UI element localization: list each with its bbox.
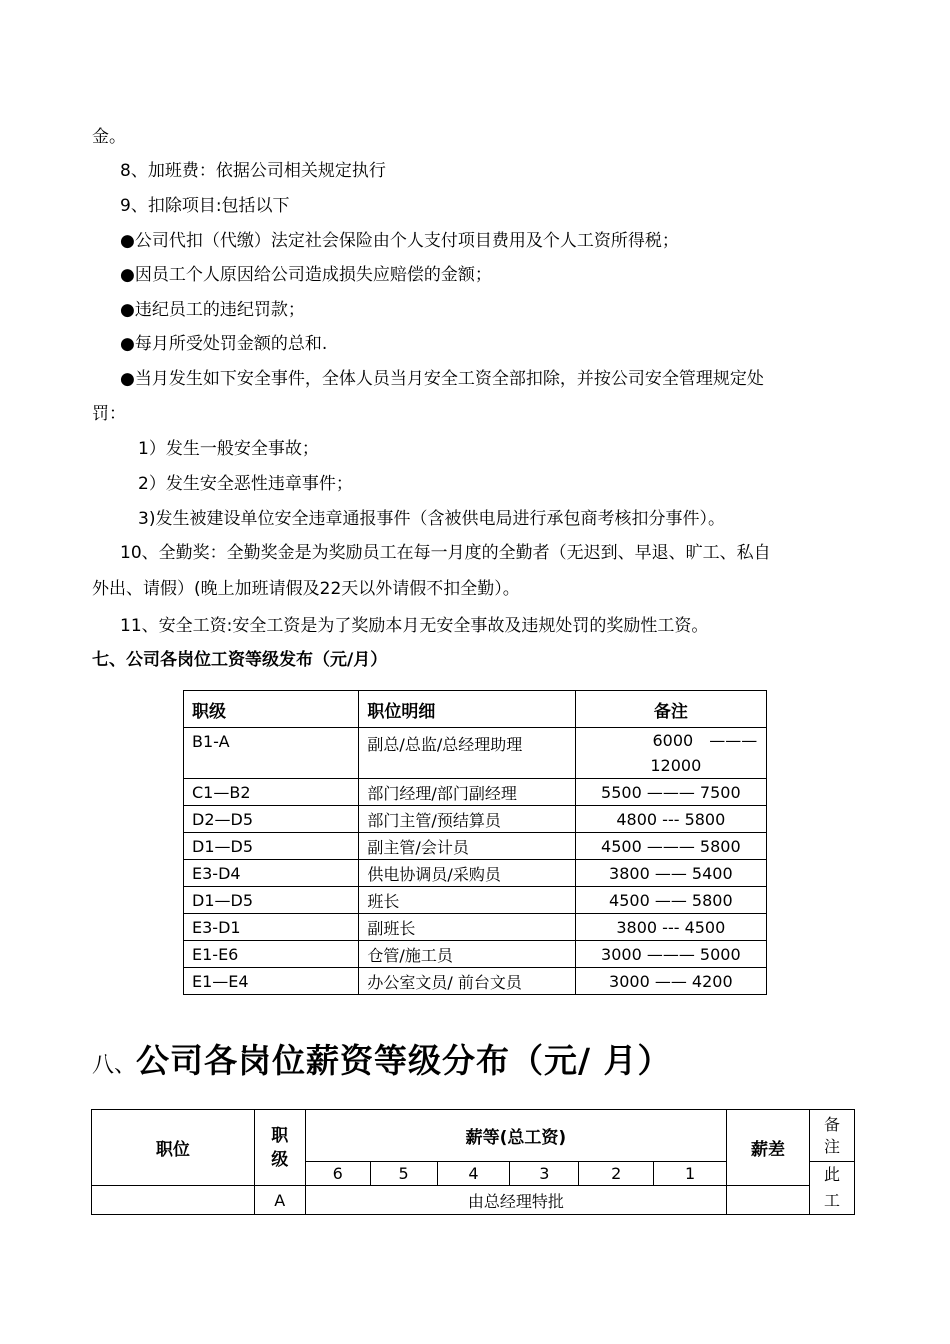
bullet-line: ●每月所受处罚金额的总和. xyxy=(120,334,328,354)
bullet-line: ●违纪员工的违纪罚款； xyxy=(120,300,305,320)
cell-position: 部门经理/部门副经理 xyxy=(359,779,575,806)
table-row xyxy=(92,1186,855,1215)
cell-range: 4500 —— 5800 xyxy=(575,887,766,914)
list-item: 3)发生被建设单位安全违章通报事件（含被供电局进行承包商考核扣分事件）。 xyxy=(138,509,725,529)
bullet-line: ●因员工个人原因给公司造成损失应赔偿的金额； xyxy=(120,265,492,285)
text-line: 金。 xyxy=(92,127,126,147)
header-diff: 薪差 xyxy=(727,1110,810,1186)
header-salary: 薪等(总工资) xyxy=(305,1110,726,1162)
cell-grade: E1-E6 xyxy=(184,941,359,968)
salary-level-table xyxy=(91,1109,855,1215)
cell-salary: 由总经理特批 xyxy=(305,1186,726,1215)
level-cell: 2 xyxy=(579,1162,654,1186)
table-row xyxy=(184,806,767,833)
level-cell: 1 xyxy=(654,1162,727,1186)
header-grade xyxy=(254,1110,305,1186)
note-char: 工 xyxy=(823,1191,840,1210)
range-end: 12000 xyxy=(650,756,702,775)
cell-range: 3000 —— 4200 xyxy=(575,968,766,995)
table-row xyxy=(184,860,767,887)
header-grade-char: 职 xyxy=(271,1125,289,1146)
bullet-line: ●公司代扣（代缴）法定社会保险由个人支付项目费用及个人工资所得税； xyxy=(120,231,679,251)
cell-range: 4800 --- 5800 xyxy=(575,806,766,833)
table-row xyxy=(184,887,767,914)
header-position: 职位明细 xyxy=(359,691,575,728)
cell-range: 3000 ——— 5000 xyxy=(575,941,766,968)
cell-grade: D1—D5 xyxy=(184,887,359,914)
header-note-char: 注 xyxy=(823,1136,840,1156)
cell-position: 副班长 xyxy=(359,914,575,941)
cell-grade: B1-A xyxy=(184,728,359,779)
header-grade-char: 级 xyxy=(271,1149,289,1170)
salary-grade-table xyxy=(183,690,767,995)
note-char: 此 xyxy=(823,1165,840,1184)
cell-position: 部门主管/预结算员 xyxy=(359,806,575,833)
cell-grade: E3-D1 xyxy=(184,914,359,941)
text-line: 罚： xyxy=(92,404,126,424)
table-row xyxy=(184,833,767,860)
bullet-line: ●当月发生如下安全事件，全体人员当月安全工资全部扣除，并按公司安全管理规定处 xyxy=(120,369,764,389)
section-8-number: 八、 xyxy=(92,1053,137,1078)
section-8-heading: 公司各岗位薪资等级分布（元/ 月） xyxy=(136,1041,672,1080)
text-line: 8、加班费：依据公司相关规定执行 xyxy=(120,161,386,181)
text-line: 外出、请假）(晚上加班请假及22天以外请假不扣全勤）。 xyxy=(92,579,520,599)
level-cell: 5 xyxy=(370,1162,437,1186)
table-header-row xyxy=(184,691,767,728)
cell-range: 3800 --- 4500 xyxy=(575,914,766,941)
cell-position: 仓管/施工员 xyxy=(359,941,575,968)
level-cell: 6 xyxy=(305,1162,370,1186)
cell-position: 副主管/会计员 xyxy=(359,833,575,860)
list-item: 1）发生一般安全事故； xyxy=(138,439,319,459)
note-cell xyxy=(809,1162,854,1215)
text-line: 9、扣除项目:包括以下 xyxy=(120,196,290,216)
cell-grade: C1—B2 xyxy=(184,779,359,806)
table-header-row xyxy=(92,1110,855,1162)
cell-position: 供电协调员/采购员 xyxy=(359,860,575,887)
cell-position xyxy=(92,1186,255,1215)
section-8-title xyxy=(92,1035,672,1082)
header-note: 备注 xyxy=(575,691,766,728)
text-line: 10、全勤奖：全勤奖金是为奖励员工在每一月度的全勤者（无迟到、早退、旷工、私自 xyxy=(120,543,771,563)
level-cell: 3 xyxy=(510,1162,579,1186)
section-7-title: 七、公司各岗位工资等级发布（元/月） xyxy=(92,650,388,670)
cell-diff xyxy=(727,1186,810,1215)
cell-position: 班长 xyxy=(359,887,575,914)
cell-range: 4500 ——— 5800 xyxy=(575,833,766,860)
cell-grade: D2—D5 xyxy=(184,806,359,833)
range-start: 6000 ——— xyxy=(652,731,758,750)
table-row xyxy=(184,941,767,968)
table-row xyxy=(184,968,767,995)
level-cell: 4 xyxy=(437,1162,510,1186)
header-note-char: 备 xyxy=(823,1114,840,1134)
cell-position: 办公室文员/ 前台文员 xyxy=(359,968,575,995)
cell-range xyxy=(575,728,766,779)
table-row xyxy=(184,914,767,941)
header-grade: 职级 xyxy=(184,691,359,728)
cell-grade: E1—E4 xyxy=(184,968,359,995)
table-row xyxy=(184,779,767,806)
table-row xyxy=(184,728,767,779)
cell-position: 副总/总监/总经理助理 xyxy=(359,728,575,779)
cell-grade: A xyxy=(254,1186,305,1215)
text-line: 11、安全工资:安全工资是为了奖励本月无安全事故及违规处罚的奖励性工资。 xyxy=(120,616,709,636)
cell-range: 3800 —— 5400 xyxy=(575,860,766,887)
header-position: 职位 xyxy=(92,1110,255,1186)
cell-grade: E3-D4 xyxy=(184,860,359,887)
cell-range: 5500 ——— 7500 xyxy=(575,779,766,806)
list-item: 2）发生安全恶性违章事件； xyxy=(138,474,353,494)
header-note xyxy=(809,1110,854,1162)
cell-grade: D1—D5 xyxy=(184,833,359,860)
